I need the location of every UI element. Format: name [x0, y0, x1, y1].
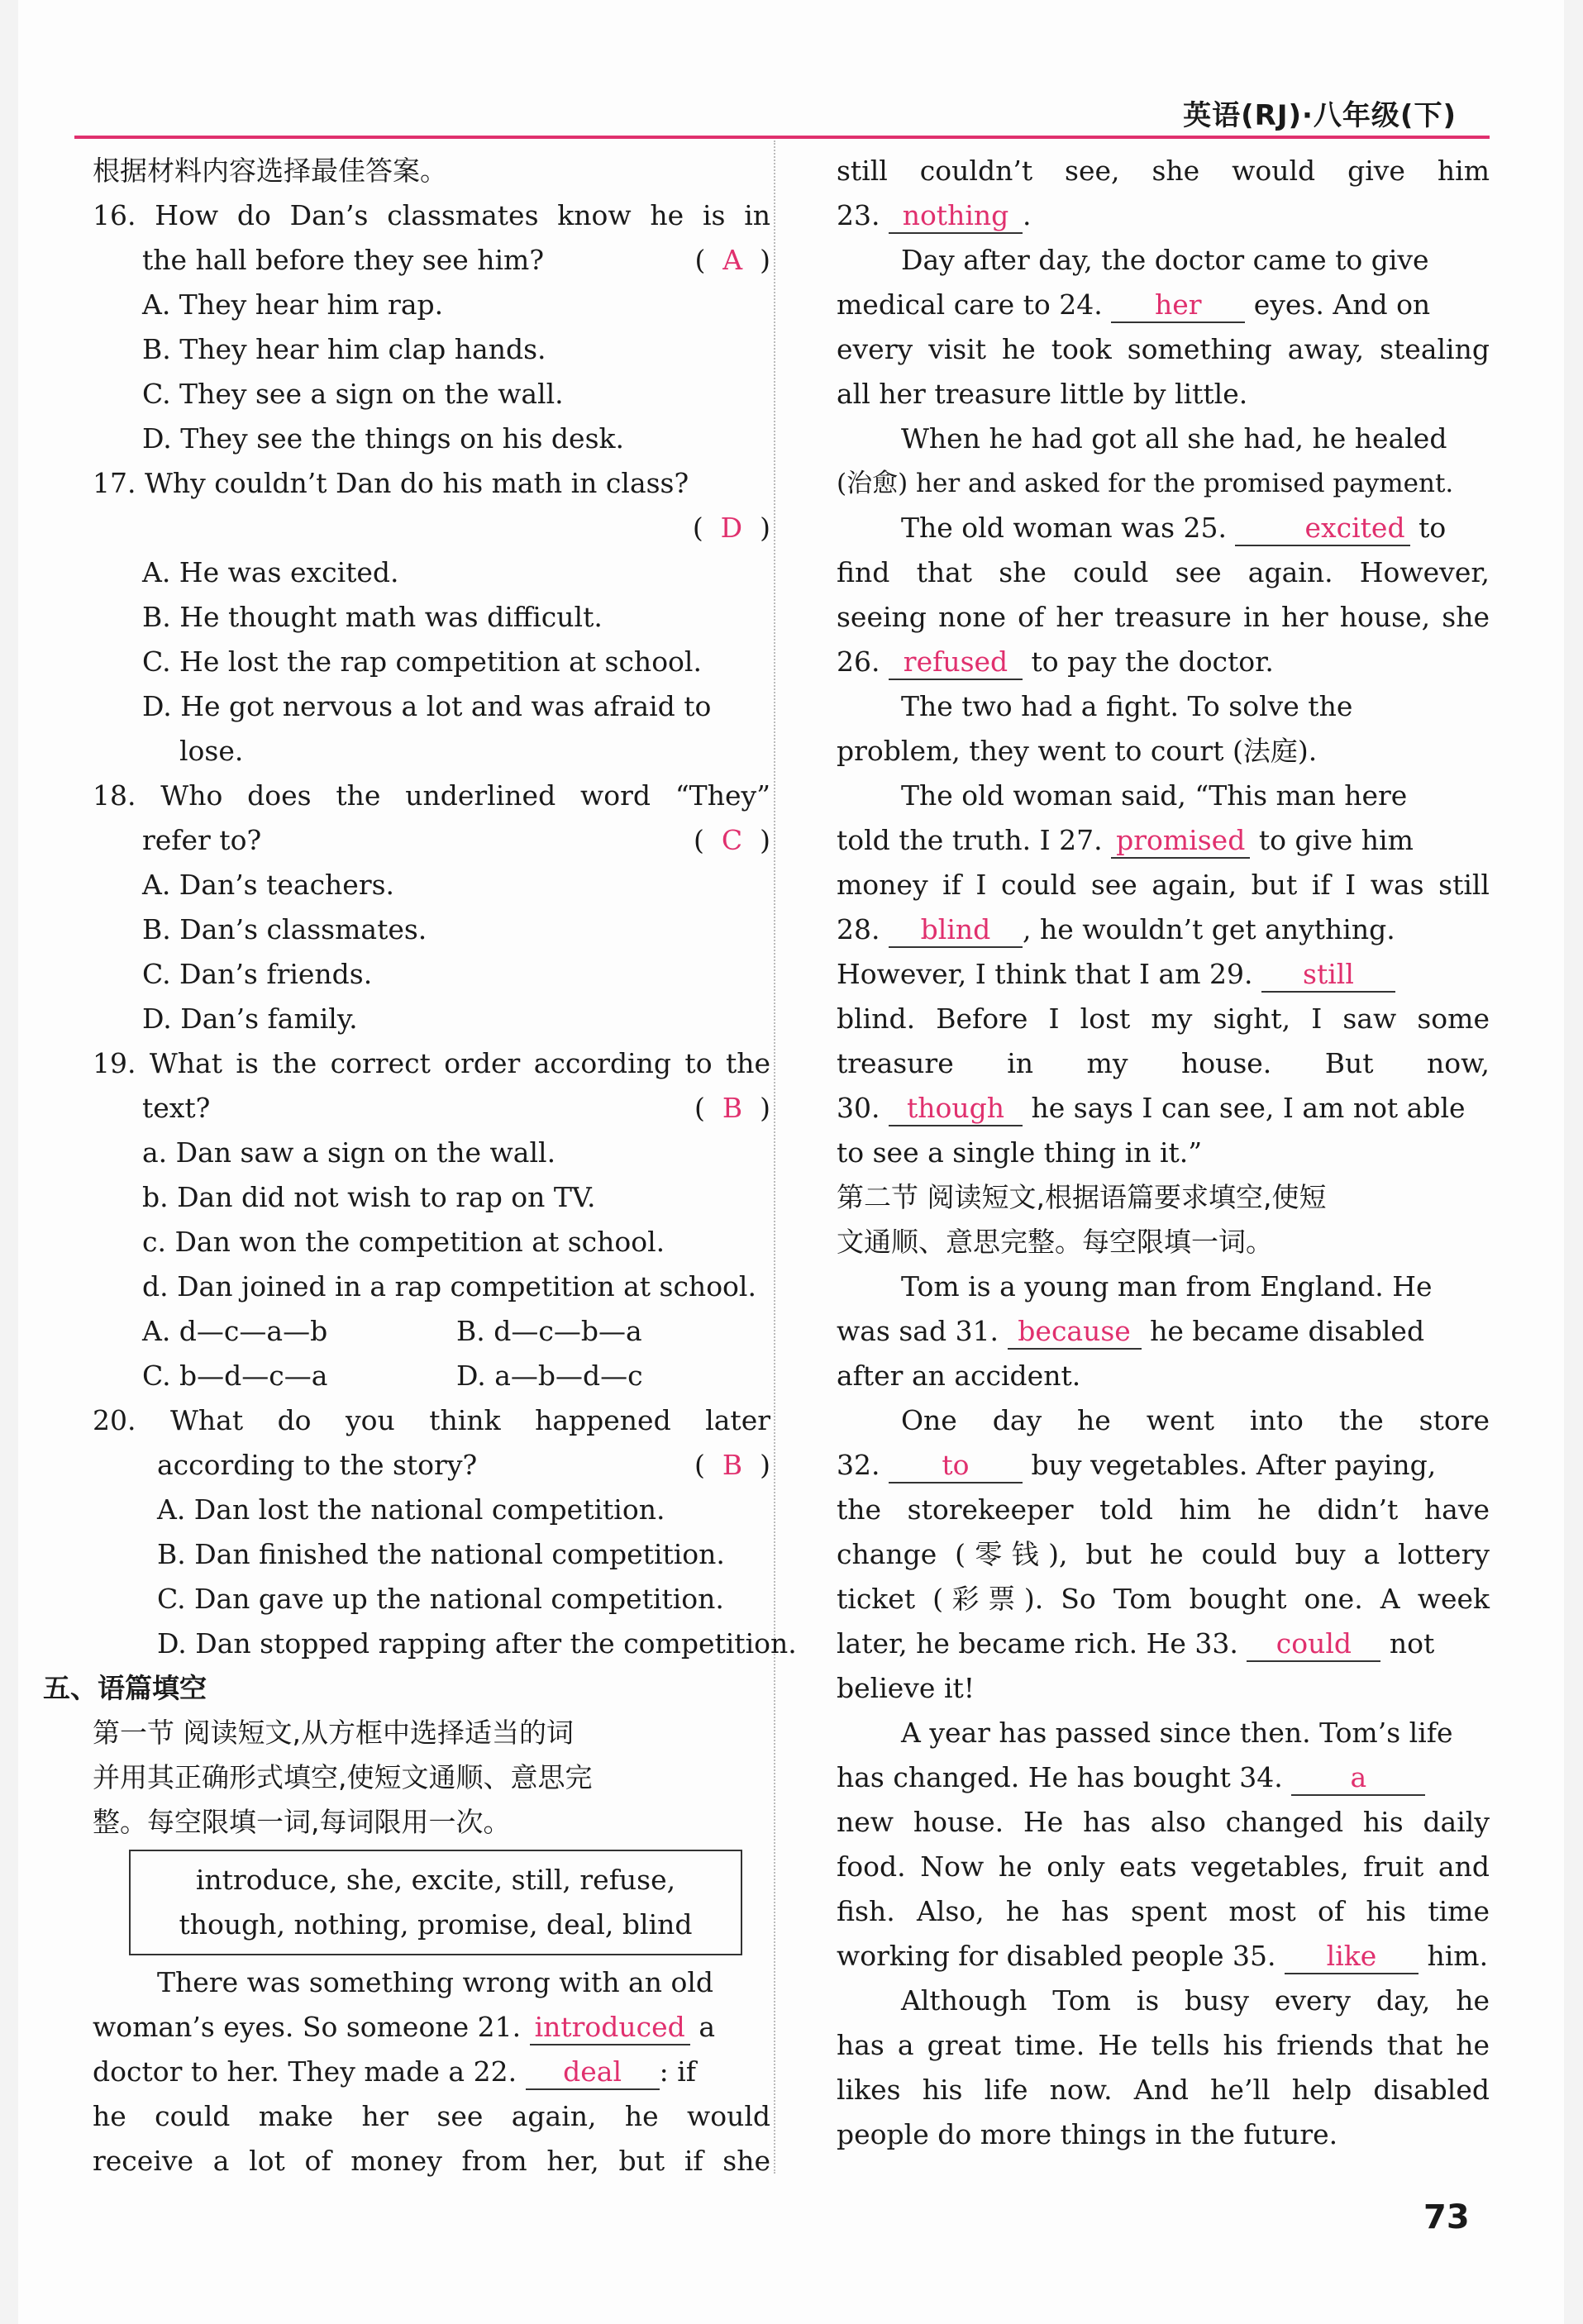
- q17-paren-open: (: [692, 512, 703, 544]
- p1-line3-end: : if: [659, 2055, 696, 2088]
- q20-stem-text: according to the story?: [157, 1449, 478, 1481]
- q19-stem-line2: [93, 1086, 770, 1131]
- q19-paren-close: ): [760, 1092, 770, 1124]
- m-line2-text: was sad 31.: [837, 1315, 999, 1347]
- r-line8: (治愈) her and asked for the promised payment.: [837, 469, 1454, 498]
- r-line19-text: However, I think that I am 29.: [837, 958, 1253, 990]
- q17-answer: D: [720, 512, 743, 544]
- p1-line1: There was something wrong with an old: [157, 1966, 714, 1998]
- r-line4-text: medical care to 24.: [837, 288, 1103, 321]
- r-line19: [837, 952, 1490, 997]
- q18-answer-paren: [694, 818, 770, 863]
- r-line4-end: eyes. And on: [1253, 288, 1431, 321]
- q19-answer-paren: [694, 1086, 770, 1131]
- m-line5: [837, 1443, 1490, 1488]
- r-line12: [837, 640, 1490, 684]
- r-line14: problem, they went to court (法庭).: [837, 735, 1318, 767]
- p1-line2-end: a: [699, 2011, 715, 2043]
- m-line18: has a great time. He tells his friends that he: [837, 2029, 1490, 2061]
- m-line11: A year has passed since then. Tom’s life: [901, 1717, 1453, 1749]
- section5-title: 五、语篇填空: [43, 1672, 207, 1704]
- q20-option-d: D. Dan stopped rapping after the competition.: [157, 1627, 797, 1660]
- r-line9-end: to: [1419, 512, 1447, 544]
- r-line5: every visit he took something away, stealing: [837, 333, 1490, 365]
- q16-option-b: B. They hear him clap hands.: [142, 333, 546, 365]
- p1-line5: receive a lot of money from her, but if she: [93, 2145, 770, 2177]
- m-line14: food. Now he only eats vegetables, fruit and: [837, 1850, 1490, 1883]
- r-line16-end: to give him: [1258, 824, 1414, 856]
- r-line4: [837, 283, 1490, 327]
- r-line9: [837, 506, 1490, 550]
- q19-options-row2: [93, 1354, 770, 1398]
- q18-stem-text: refer to?: [142, 824, 262, 856]
- blank-29: still: [1261, 958, 1395, 993]
- q19-options-row1: [93, 1309, 770, 1354]
- r-line17: money if I could see again, but if I was still: [837, 869, 1490, 901]
- q17-paren-close: ): [760, 512, 770, 544]
- word-box: [129, 1850, 742, 1955]
- q16-paren-close: ): [760, 244, 770, 276]
- m-line15: fish. Also, he has spent most of his time: [837, 1895, 1490, 1927]
- q19-item-c: c. Dan won the competition at school.: [142, 1226, 665, 1258]
- q18-option-d: D. Dan’s family.: [142, 1002, 358, 1035]
- blank-24: her: [1111, 288, 1245, 323]
- part1-instruction-3: 整。每空限填一词,每词限用一次。: [93, 1806, 511, 1838]
- m-line13: new house. He has also changed his daily: [837, 1806, 1490, 1838]
- blank-31: because: [1008, 1315, 1142, 1350]
- p1-line2: [93, 2005, 770, 2050]
- r-line9-text: The old woman was 25.: [901, 512, 1227, 544]
- r-line12-text: 26.: [837, 645, 880, 678]
- blank-34: a: [1291, 1761, 1425, 1796]
- left-column: [43, 149, 797, 2184]
- blank-32: to: [889, 1449, 1023, 1483]
- blank-28: blind: [889, 913, 1023, 948]
- q16-option-a: A. They hear him rap.: [142, 288, 444, 321]
- r-line22-end: he says I can see, I am not able: [1031, 1092, 1466, 1124]
- q19-paren-open: (: [694, 1092, 705, 1124]
- q20-option-c: C. Dan gave up the national competition.: [157, 1583, 724, 1615]
- p1-line4: he could make her see again, he would: [93, 2100, 770, 2132]
- q20-paren-open: (: [694, 1449, 705, 1481]
- q16-option-d: D. They see the things on his desk.: [142, 422, 624, 455]
- blank-33: could: [1247, 1627, 1380, 1662]
- q19-stem-line1: 19. What is the correct order according to the: [93, 1047, 770, 1079]
- q17-stem-line1: 17. Why couldn’t Dan do his math in class?: [93, 467, 689, 499]
- part2-instruction-1: 第二节 阅读短文,根据语篇要求填空,使短: [837, 1181, 1327, 1213]
- q19-option-d: D. a—b—d—c: [456, 1360, 643, 1392]
- blank-23: nothing: [889, 199, 1023, 234]
- q19-stem-text: text?: [142, 1092, 211, 1124]
- page-number: 73: [1423, 2198, 1470, 2236]
- page-header: 英语(RJ)·八年级(下): [1183, 99, 1457, 132]
- r-line12-end: to pay the doctor.: [1031, 645, 1274, 678]
- m-line12-text: has changed. He has bought 34.: [837, 1761, 1283, 1793]
- part2-instruction-2: 文通顺、意思完整。每空限填一词。: [837, 1226, 1273, 1258]
- reading-instruction: 根据材料内容选择最佳答案。: [93, 155, 447, 187]
- q20-stem-line1: 20. What do you think happened later: [93, 1404, 770, 1436]
- m-line19: likes his life now. And he’ll help disabled: [837, 2074, 1490, 2106]
- r-line2-text: 23.: [837, 199, 880, 231]
- q19-item-a: a. Dan saw a sign on the wall.: [142, 1136, 556, 1169]
- m-line2-end: he became disabled: [1150, 1315, 1425, 1347]
- r-line2: [837, 193, 1490, 238]
- m-line2: [837, 1309, 1490, 1354]
- blank-26: refused: [889, 645, 1023, 680]
- m-line16-text: working for disabled people 35.: [837, 1940, 1276, 1972]
- r-line18-text: 28.: [837, 913, 880, 945]
- q17-option-b: B. He thought math was difficult.: [142, 601, 603, 633]
- m-line5-text: 32.: [837, 1449, 880, 1481]
- m-line7: change (零钱), but he could buy a lottery: [837, 1538, 1490, 1570]
- m-line16: [837, 1934, 1490, 1979]
- r-line21: treasure in my house. But now,: [837, 1047, 1490, 1079]
- q16-answer-paren: [694, 238, 770, 283]
- r-line16-text: told the truth. I 27.: [837, 824, 1103, 856]
- q16-option-c: C. They see a sign on the wall.: [142, 378, 564, 410]
- q16-paren-open: (: [694, 244, 706, 276]
- blank-21: introduced: [530, 2011, 690, 2045]
- word-box-line1: introduce, she, excite, still, refuse,: [195, 1864, 676, 1896]
- q17-answer-line: [93, 506, 770, 550]
- m-line20: people do more things in the future.: [837, 2118, 1338, 2150]
- r-line11: seeing none of her treasure in her house, she: [837, 601, 1490, 633]
- header-rule: [74, 136, 1490, 139]
- q20-option-a: A. Dan lost the national competition.: [157, 1493, 665, 1526]
- q19-option-b: B. d—c—b—a: [456, 1315, 642, 1347]
- p1-line3-text: doctor to her. They made a 22.: [93, 2055, 517, 2088]
- page: [18, 0, 1564, 2324]
- q18-paren-close: ): [760, 824, 770, 856]
- r-line15: The old woman said, “This man here: [901, 779, 1408, 812]
- m-line9: [837, 1622, 1490, 1666]
- r-line18: [837, 907, 1490, 952]
- q17-option-c: C. He lost the rap competition at school.: [142, 645, 702, 678]
- m-line6: the storekeeper told him he didn’t have: [837, 1493, 1490, 1526]
- r-line2-end: .: [1022, 199, 1032, 231]
- m-line9-text: later, he became rich. He 33.: [837, 1627, 1238, 1660]
- q20-stem-line2: [93, 1443, 770, 1488]
- column-divider: [774, 140, 775, 2174]
- q16-answer: A: [722, 244, 743, 276]
- r-line6: all her treasure little by little.: [837, 378, 1248, 410]
- blank-22: deal: [526, 2055, 660, 2090]
- r-line13: The two had a fight. To solve the: [901, 690, 1353, 722]
- q20-answer: B: [722, 1449, 743, 1481]
- r-line23: to see a single thing in it.”: [837, 1136, 1203, 1169]
- q20-paren-close: ): [760, 1449, 770, 1481]
- r-line22: [837, 1086, 1490, 1131]
- p1-line3: [93, 2050, 770, 2094]
- r-line10: find that she could see again. However,: [837, 556, 1490, 588]
- m-line3: after an accident.: [837, 1360, 1081, 1392]
- q18-stem-line2: [93, 818, 770, 863]
- q19-item-b: b. Dan did not wish to rap on TV.: [142, 1181, 596, 1213]
- q20-option-b: B. Dan finished the national competition.: [157, 1538, 725, 1570]
- q16-stem-line2: [93, 238, 770, 283]
- q18-answer: C: [721, 824, 743, 856]
- q17-option-a: A. He was excited.: [142, 556, 399, 588]
- blank-30: though: [889, 1092, 1023, 1126]
- r-line7: When he had got all she had, he healed: [901, 422, 1447, 455]
- q16-stem-line1: 16. How do Dan’s classmates know he is in: [93, 199, 770, 231]
- q17-answer-paren: [693, 506, 770, 550]
- part1-instruction-2: 并用其正确形式填空,使短文通顺、意思完: [93, 1761, 593, 1793]
- blank-35: like: [1285, 1940, 1419, 1974]
- r-line16: [837, 818, 1490, 863]
- q18-paren-open: (: [694, 824, 704, 856]
- m-line9-end: not: [1389, 1627, 1435, 1660]
- right-column: [837, 149, 1490, 2157]
- m-line4: One day he went into the store: [901, 1404, 1490, 1436]
- m-line5-end: buy vegetables. After paying,: [1031, 1449, 1437, 1481]
- q19-answer: B: [722, 1092, 743, 1124]
- q16-stem-text: the hall before they see him?: [142, 244, 545, 276]
- m-line8: ticket (彩票). So Tom bought one. A week: [837, 1583, 1490, 1615]
- m-line12: [837, 1755, 1490, 1800]
- q18-option-c: C. Dan’s friends.: [142, 958, 373, 990]
- r-line1: still couldn’t see, she would give him: [837, 155, 1490, 187]
- blank-27: promised: [1111, 824, 1250, 859]
- m-line17: Although Tom is busy every day, he: [901, 1984, 1490, 2017]
- m-line1: Tom is a young man from England. He: [901, 1270, 1433, 1302]
- q19-option-a: A. d—c—a—b: [142, 1315, 328, 1347]
- blank-25: excited: [1235, 512, 1409, 546]
- r-line3: Day after day, the doctor came to give: [901, 244, 1429, 276]
- q20-answer-paren: [694, 1443, 770, 1488]
- q18-option-a: A. Dan’s teachers.: [142, 869, 395, 901]
- p1-line2-text: woman’s eyes. So someone 21.: [93, 2011, 522, 2043]
- q17-option-d-cont: lose.: [179, 735, 244, 767]
- m-line10: believe it!: [837, 1672, 975, 1704]
- r-line22-text: 30.: [837, 1092, 880, 1124]
- r-line18-end: , he wouldn’t get anything.: [1022, 913, 1395, 945]
- q19-item-d: d. Dan joined in a rap competition at school.: [142, 1270, 756, 1302]
- q17-option-d: D. He got nervous a lot and was afraid to: [142, 690, 712, 722]
- q18-stem-line1: 18. Who does the underlined word “They”: [93, 779, 770, 812]
- m-line16-end: him.: [1427, 1940, 1489, 1972]
- r-line20: blind. Before I lost my sight, I saw some: [837, 1002, 1490, 1035]
- word-box-line2: though, nothing, promise, deal, blind: [179, 1908, 693, 1941]
- q19-option-c: C. b—d—c—a: [142, 1360, 328, 1392]
- part1-instruction-1: 第一节 阅读短文,从方框中选择适当的词: [93, 1717, 574, 1749]
- q18-option-b: B. Dan’s classmates.: [142, 913, 427, 945]
